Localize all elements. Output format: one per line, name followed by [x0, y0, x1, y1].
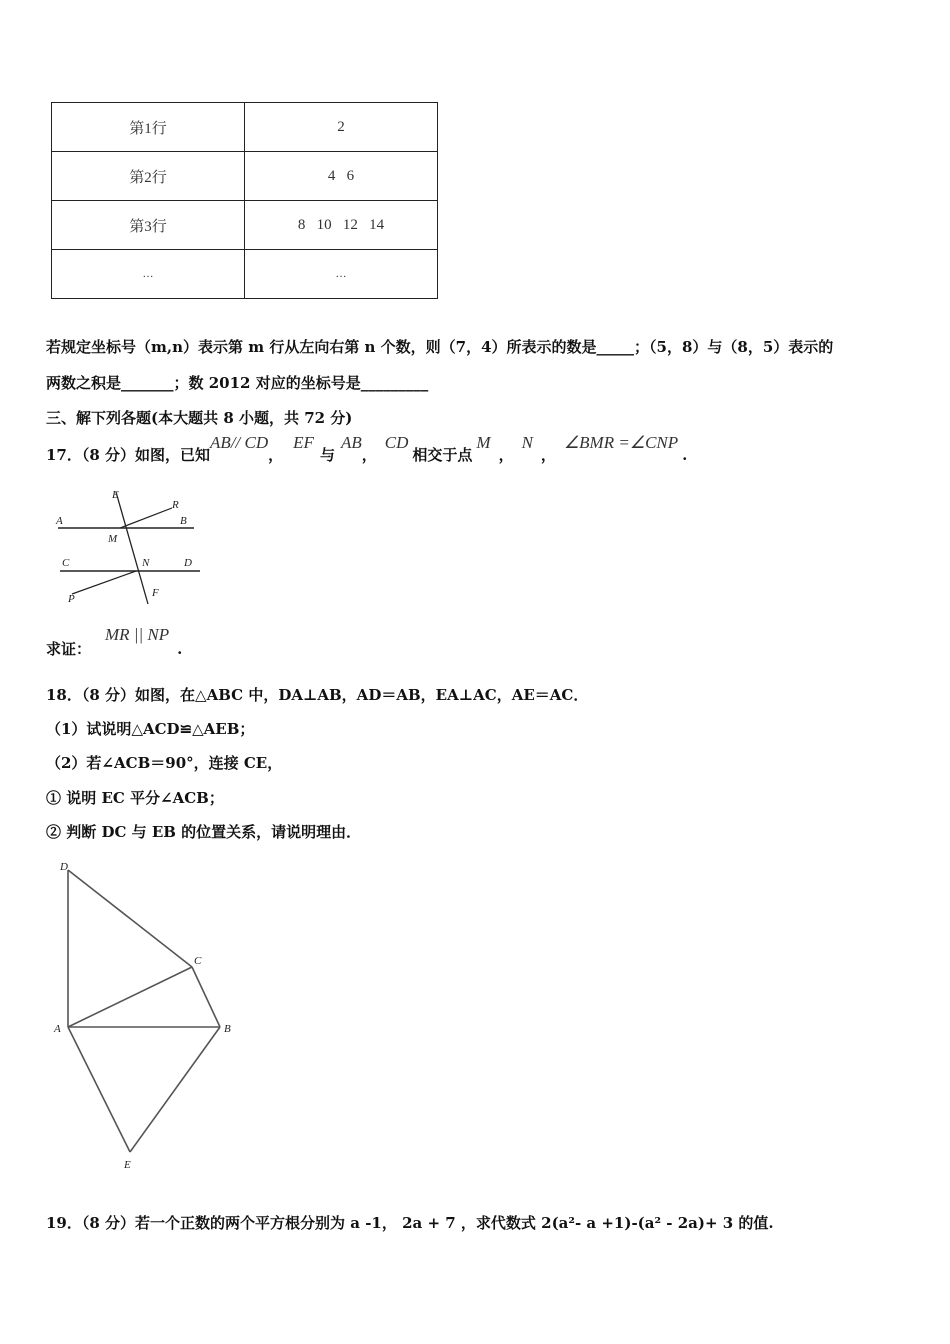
label-n: N: [142, 557, 150, 569]
table-row: [52, 201, 438, 250]
q17-expr-angles: ∠BMR =∠CNP: [563, 433, 679, 452]
row-values: …: [245, 250, 438, 299]
label-e: E: [124, 1159, 131, 1171]
q17-comma: ，: [498, 446, 514, 464]
q17-comma: ，: [268, 446, 284, 464]
prove-label: 求证：: [46, 640, 92, 658]
label-c: C: [194, 955, 202, 967]
label-a: A: [54, 1023, 61, 1035]
q17-prove: [46, 624, 183, 658]
q17-expr-n: N: [521, 433, 533, 452]
label-m: M: [108, 533, 118, 545]
q18-part2: （2）若∠ACB＝90°，连接 CE，: [46, 754, 283, 772]
label-d: D: [60, 861, 68, 873]
q17-stem: [46, 432, 687, 462]
q17-figure: [52, 484, 212, 608]
table-row: [52, 152, 438, 201]
section-title: 三、解下列各题(本大题共 8 小题，共 72 分): [46, 409, 353, 427]
label-p: P: [68, 593, 75, 605]
q16-line2: 两数之积是_______；数 2012 对应的坐标号是_________: [46, 374, 429, 392]
q18-part1: （1）试说明△ACD≌△AEB；: [46, 720, 255, 738]
q17-expr-m: M: [476, 433, 491, 452]
label-f: F: [152, 587, 159, 599]
label-e: E: [112, 489, 119, 501]
q17-comma: ，: [361, 446, 377, 464]
q17-expr-ab: AB: [340, 433, 362, 452]
row-values: 4 6: [245, 152, 438, 201]
prove-period: .: [177, 640, 183, 658]
q16-line1: 若规定坐标号（m,n）表示第 m 行从左向右第 n 个数，则（7，4）所表示的数是_____；（5，8）与（8，5）表示的: [46, 338, 834, 356]
label-c: C: [62, 557, 70, 569]
label-b: B: [224, 1023, 231, 1035]
row-label: …: [52, 250, 245, 299]
q18-part2b: ② 判断 DC 与 EB 的位置关系，请说明理由．: [46, 823, 362, 841]
q17-expr-ab-cd: AB// CD: [210, 433, 269, 452]
label-a: A: [56, 515, 63, 527]
table-row: [52, 250, 438, 299]
q17-intersect: 相交于点: [412, 446, 473, 464]
row-label: 第1行: [52, 103, 245, 152]
label-b: B: [180, 515, 187, 527]
row-label: 第3行: [52, 201, 245, 250]
q17-expr-ef: EF: [293, 433, 314, 452]
q17-period: .: [682, 446, 688, 464]
number-table: [51, 102, 438, 299]
table-row: [52, 103, 438, 152]
row-label: 第2行: [52, 152, 245, 201]
q17-comma: ，: [540, 446, 556, 464]
q17-prefix: 17．（8 分）如图，已知: [46, 446, 211, 464]
q18-figure: [50, 856, 250, 1178]
label-d: D: [184, 557, 192, 569]
q18-part2a: ① 说明 EC 平分∠ACB；: [46, 789, 224, 807]
q17-expr-cd: CD: [384, 433, 409, 452]
q19-text: 19．（8 分）若一个正数的两个平方根分别为 a -1， 2a + 7 ，求代数式 2(a²- a +1)-(a² - 2a)+ 3 的值.: [46, 1214, 774, 1232]
row-values: 8 10 12 14: [245, 201, 438, 250]
row-values: 2: [245, 103, 438, 152]
q18-stem: 18．（8 分）如图，在△ABC 中，DA⊥AB，AD＝AB，EA⊥AC，AE＝AC．: [46, 686, 589, 704]
prove-expr: MR || NP: [105, 625, 170, 644]
q17-with: 与: [319, 446, 335, 464]
label-r: R: [172, 499, 179, 511]
